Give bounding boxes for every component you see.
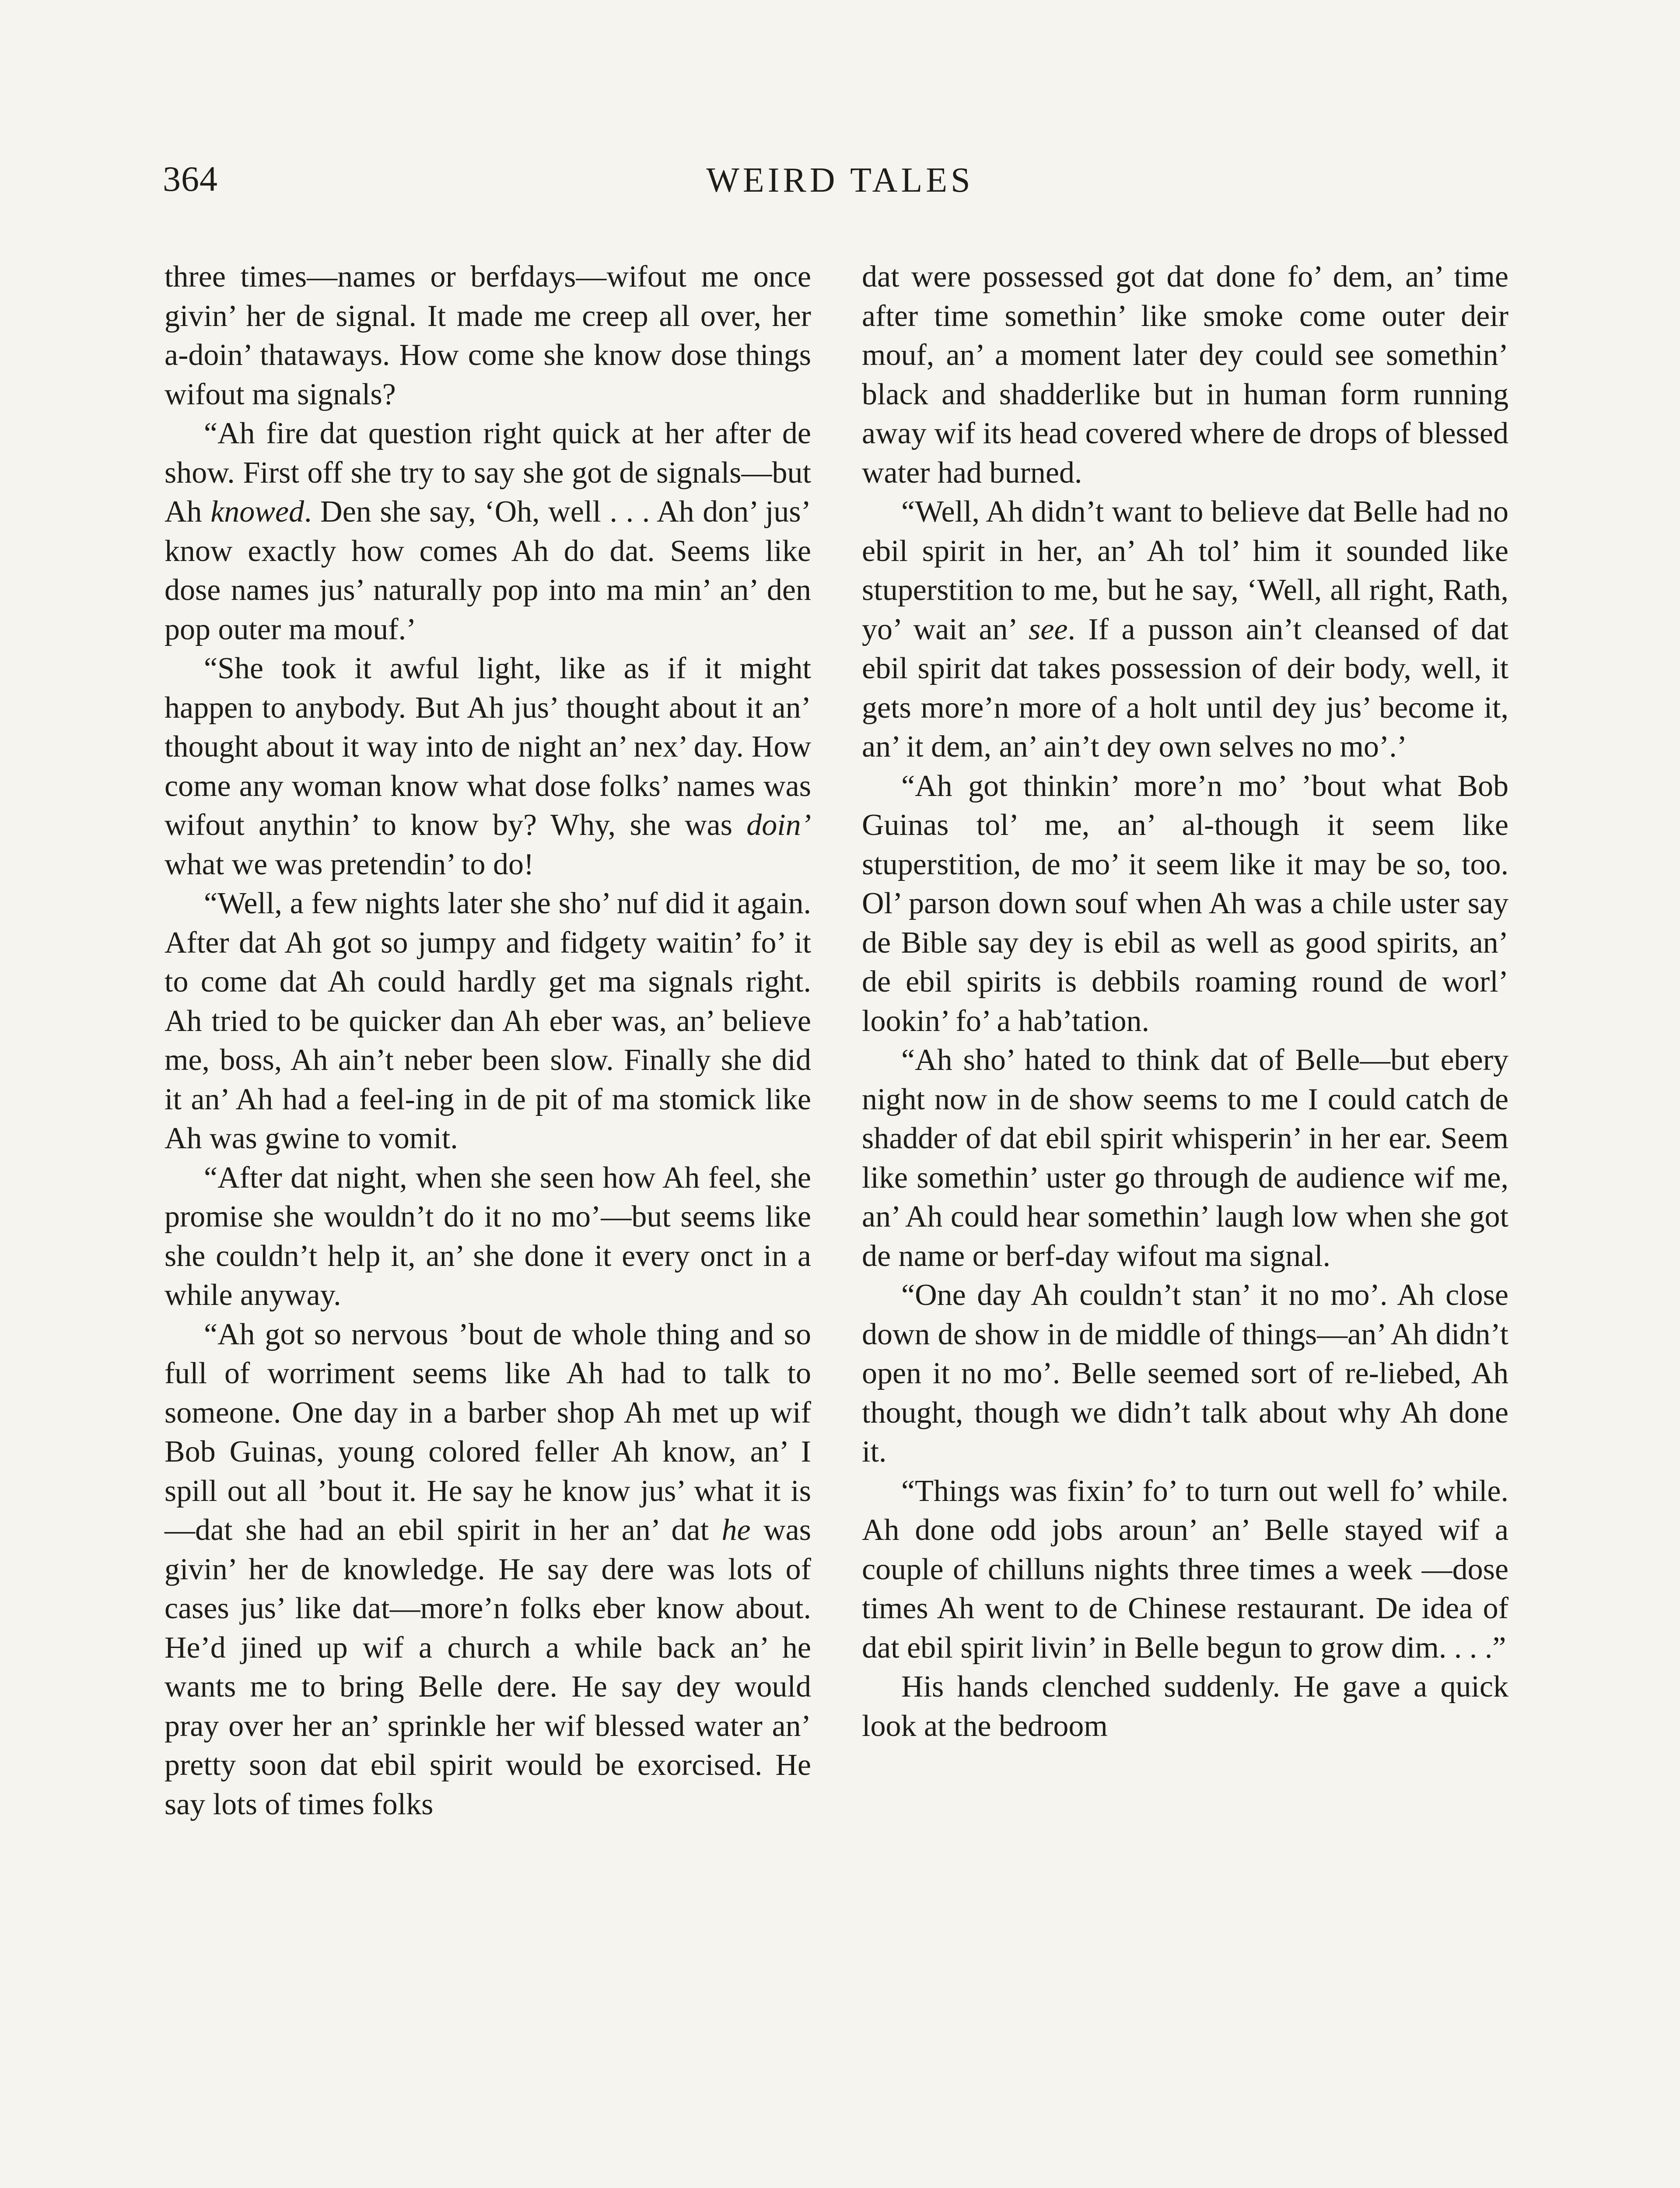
paragraph: “Ah sho’ hated to think dat of Belle—but ebery night now in de show seems to me I could catch de shadder of dat ebil spirit whisperin’ in her ear. Seem like somethin’ uster go through de audience wif me, an’ Ah could hear somethin’ laugh low when she got de name or berf-day wifout ma signal. [862,1043,1508,1273]
left-column [164,257,811,1824]
paragraph: “She took it awful light, like as if it might happen to anybody. But Ah jus’ thought about it an’ thought about it way into de night an’ nex’ day. How come any woman know what dose folks’ names was wifout anythin’ to know by? Why, she was doin’ what we was pretendin’ to do! [164,652,811,881]
paragraph: “Ah got thinkin’ more’n mo’ ’bout what Bob Guinas tol’ me, an’ al-though it seem like stuperstition, de mo’ it seem like it may be so, too. Ol’ parson down souf when Ah was a chile uster say de Bible say dey is ebil as well as good spirits, an’ de ebil spirits is debbils roaming round de worl’ lookin’ fo’ a hab’tation. [862,769,1508,1038]
paragraph: “Ah fire dat question right quick at her after de show. First off she try to say she got de signals—but Ah knowed. Den she say, ‘Oh, well . . . Ah don’ jus’ know exactly how comes Ah do dat. Seems like dose names jus’ naturally pop into ma min’ an’ den pop outer ma mouf.’ [164,417,811,646]
right-column [862,257,1508,1746]
running-title: WEIRD TALES [706,161,974,200]
paragraph: “Well, a few nights later she sho’ nuf did it again. After dat Ah got so jumpy and fidgety waitin’ fo’ it to come dat Ah could hardly get ma signals right. Ah tried to be quicker dan Ah eber was, an’ believe me, boss, Ah ain’t neber been slow. Finally she did it an’ Ah had a feel-ing in de pit of ma stomick like Ah was gwine to vomit. [164,887,811,1155]
paragraph: “Things was fixin’ fo’ to turn out well fo’ while. Ah done odd jobs aroun’ an’ Belle stayed wif a couple of chilluns nights three times a week —dose times Ah went to de Chinese restaurant. De idea of dat ebil spirit livin’ in Belle begun to grow dim. . . .” [862,1474,1508,1665]
paragraph: His hands clenched suddenly. He gave a quick look at the bedroom [862,1670,1508,1743]
paragraph: “Ah got so nervous ’bout de whole thing and so full of worriment seems like Ah had to talk to someone. One day in a barber shop Ah met up wif Bob Guinas, young colored feller Ah know, an’ I spill out all ’bout it. He say he know jus’ what it is—dat she had an ebil spirit in her an’ dat he was givin’ her de knowledge. He say dere was lots of cases jus’ like dat—more’n folks eber know about. He’d jined up wif a church a while back an’ he wants me to bring Belle dere. He say dey would pray over her an’ sprinkle her wif blessed water an’ pretty soon dat ebil spirit would be exorcised. He say lots of times folks [164,1317,811,1821]
paragraph: three times—names or berfdays—wifout me once givin’ her de signal. It made me creep all over, her a-doin’ thataways. How come she know dose things wifout ma signals? [164,260,811,411]
paragraph: “One day Ah couldn’t stan’ it no mo’. Ah close down de show in de middle of things—an’ Ah didn’t open it no mo’. Belle seemed sort of re-liebed, Ah thought, though we didn’t talk about why Ah done it. [862,1278,1508,1469]
page-number: 364 [163,159,218,199]
paragraph: dat were possessed got dat done fo’ dem, an’ time after time somethin’ like smoke come outer deir mouf, an’ a moment later dey could see somethin’ black and shadderlike but in human form running away wif its head covered where de drops of blessed water had burned. [862,260,1508,490]
paragraph: “After dat night, when she seen how Ah feel, she promise she wouldn’t do it no mo’—but seems like she couldn’t help it, an’ she done it every onct in a while anyway. [164,1161,811,1312]
paragraph: “Well, Ah didn’t want to believe dat Belle had no ebil spirit in her, an’ Ah tol’ him it sounded like stuperstition to me, but he say, ‘Well, all right, Rath, yo’ wait an’ see. If a pusson ain’t cleansed of dat ebil spirit dat takes possession of deir body, well, it gets more’n more of a holt until dey jus’ become it, an’ it dem, an’ ain’t dey own selves no mo’.’ [862,495,1508,764]
